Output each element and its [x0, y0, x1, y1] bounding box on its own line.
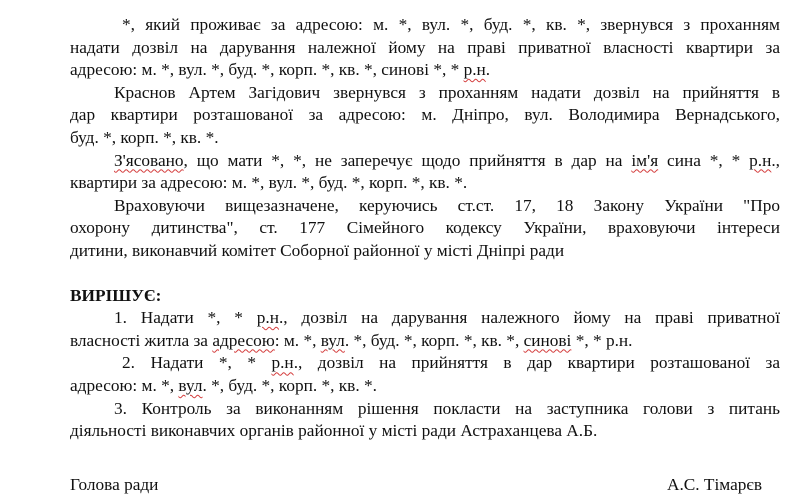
text-run: , що мати *, *, не заперечує щодо прийняття в дар на — [183, 150, 632, 170]
spellcheck-flagged-text: ім'я — [631, 150, 659, 170]
paragraph-line — [70, 307, 780, 330]
text-run: ., — [771, 150, 780, 170]
signature-block — [70, 474, 762, 496]
paragraph-line — [70, 352, 780, 375]
paragraph-line — [70, 59, 780, 82]
text-run: адресою: м. *, — [70, 375, 179, 395]
signatory-title: Голова ради — [70, 475, 159, 494]
paragraph-mother-consent — [70, 150, 780, 195]
spellcheck-flagged-text: вул — [178, 375, 203, 395]
text-run: *, * р.н. — [571, 330, 633, 350]
spellcheck-flagged-text: синові — [523, 330, 572, 350]
text-run: : м. *, — [274, 330, 321, 350]
paragraph-line: охорону дитинства", ст. 177 Сімейного кодексу України, враховуючи інтереси — [70, 218, 780, 238]
paragraph-line: дитини, виконавчий комітет Соборної районної у місті Дніпрі ради — [70, 240, 565, 260]
decision-item-3 — [70, 398, 780, 443]
paragraph-line: *, який проживає за адресою: м. *, вул. *, буд. *, кв. *, звернувся з проханням — [122, 15, 780, 34]
paragraph-legal-basis — [70, 195, 780, 263]
paragraph-applicant-request — [70, 14, 780, 82]
spellcheck-flagged-text: З'ясовано — [114, 150, 184, 170]
spellcheck-flagged-text: адресою — [212, 330, 275, 350]
text-run: ., дозвіл на дарування належного йому на праві приватної — [278, 308, 780, 328]
paragraph-line: буд. *, корп. *, кв. *. — [70, 127, 219, 147]
paragraph-line: 3. Контроль за виконанням рішення покласти на заступника голови з питань — [114, 398, 780, 418]
spellcheck-flagged-text: р.н — [271, 353, 294, 373]
text-run: 1. Надати *, * — [114, 308, 257, 328]
blank-line — [70, 263, 780, 285]
text-run: власності житла за — [70, 330, 213, 350]
paragraph-line: дар квартири розташованої за адресою: м. Дніпро, вул. Володимира Вернадського, — [70, 105, 780, 125]
paragraph-line: Краснов Артем Загідович звернувся з проханням надати дозвіл на прийняття в — [114, 82, 780, 102]
spellcheck-flagged-text: вул — [320, 330, 345, 350]
paragraph-line — [70, 150, 780, 173]
text-run: 2. Надати *, * — [122, 353, 272, 373]
spellcheck-flagged-text: р.н — [463, 60, 486, 80]
paragraph-line — [70, 375, 780, 398]
signatory-name: А.С. Тімарєв — [666, 475, 762, 494]
decision-item-2 — [70, 352, 780, 397]
paragraph-line — [70, 330, 780, 353]
paragraph-line: Враховуючи вищезазначене, керуючись ст.ст. 17, 18 Закону України "Про — [114, 195, 780, 215]
text-run: сина *, * — [658, 150, 750, 170]
text-run: ., дозвіл на прийняття в дар квартири розташованої за — [293, 353, 781, 373]
paragraph-recipient-request — [70, 82, 780, 150]
spellcheck-flagged-text: р.н — [256, 308, 279, 328]
decision-heading: ВИРІШУЄ: — [70, 285, 162, 305]
spellcheck-flagged-text: р.н — [749, 150, 772, 170]
text-run: . — [485, 60, 491, 80]
decision-item-1 — [70, 307, 780, 352]
paragraph-line: діяльності виконавчих органів районної у місті ради Астраханцева А.Б. — [70, 421, 598, 441]
document-body — [70, 14, 780, 443]
text-run: . *, буд. *, корп. *, кв. *, — [344, 330, 524, 350]
paragraph-line: надати дозвіл на дарування належної йому на праві приватної власності квартири за — [70, 37, 780, 57]
paragraph-line: квартири за адресою: м. *, вул. *, буд. *, корп. *, кв. *. — [70, 173, 468, 193]
text-run: адресою: м. *, вул. *, буд. *, корп. *, кв. *, синові *, * — [70, 60, 464, 80]
text-run: . *, буд. *, корп. *, кв. *. — [202, 375, 377, 395]
